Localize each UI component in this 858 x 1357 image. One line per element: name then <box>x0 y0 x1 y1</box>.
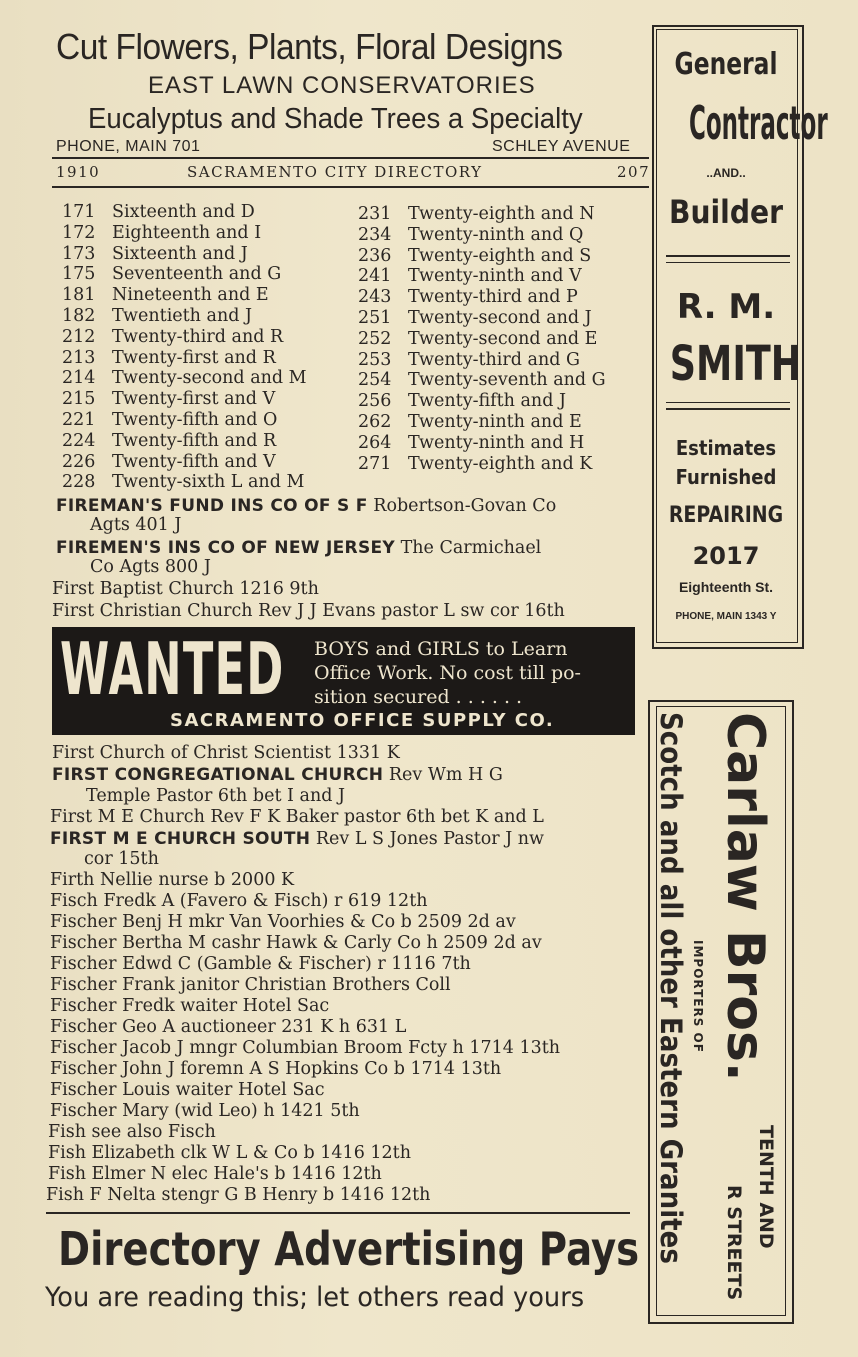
list-item: 172 Eighteenth and I <box>62 222 262 243</box>
divider <box>666 408 790 410</box>
list-item: 256 Twenty-fifth and J <box>358 391 566 412</box>
list-item: 231 Twenty-eighth and N <box>358 204 595 224</box>
list-item: 243 Twenty-third and P <box>358 287 578 308</box>
wanted-ad <box>52 627 635 735</box>
list-item: 252 Twenty-second and E <box>358 328 598 349</box>
directory-entry: Fischer Louis waiter Hotel Sac <box>50 1080 325 1100</box>
ad-bottom-tagline: You are reading this; let others read yours <box>45 1282 585 1313</box>
list-item: 182 Twentieth and J <box>62 305 252 326</box>
contractor-furnished: Furnished <box>675 465 777 489</box>
wanted-body <box>314 637 581 709</box>
list-item: 173 Sixteenth and J <box>62 243 248 264</box>
header-year: 1910 <box>56 163 101 181</box>
ad-top-business: EAST LAWN CONSERVATORIES <box>148 72 536 99</box>
directory-entry: First Baptist Church 1216 9th <box>52 579 319 599</box>
list-item: 221 Twenty-fifth and O <box>62 409 278 430</box>
list-item: 175 Seventeenth and G <box>62 264 282 285</box>
directory-entry: Fischer Jacob J mngr Columbian Broom Fcty h 1714 13th <box>50 1038 561 1058</box>
contractor-estimates: Estimates <box>675 436 777 460</box>
directory-entry: Fischer Bertha M cashr Hawk & Carly Co h 2509 2d av <box>50 933 542 953</box>
carlaw-importers: IMPORTERS OF <box>691 940 705 1053</box>
divider <box>52 157 649 159</box>
contractor-phone: PHONE, MAIN 1343 Y <box>675 611 777 622</box>
directory-entry: FIREMAN'S FUND INS CO OF S F Robertson-Govan Co <box>56 496 557 516</box>
contractor-line4: Builder <box>669 193 783 231</box>
list-item: 228 Twenty-sixth L and M <box>62 472 305 493</box>
directory-entry: First M E Church Rev F K Baker pastor 6th bet K and L <box>50 807 544 827</box>
contractor-line1: General <box>674 47 778 82</box>
list-item: 181 Nineteenth and E <box>62 285 269 306</box>
directory-entry: Fisch Fredk A (Favero & Fisch) r 619 12th <box>50 891 428 911</box>
list-item: 212 Twenty-third and R <box>62 326 284 347</box>
wanted-line: Office Work. No cost till po- <box>314 662 581 684</box>
header-page-number: 207 <box>617 163 651 181</box>
directory-entry-continuation: Agts 401 J <box>90 515 182 535</box>
directory-entry: Fischer Frank janitor Christian Brothers Coll <box>50 975 451 995</box>
box-list-left <box>62 202 307 493</box>
list-item: 253 Twenty-third and G <box>358 349 580 370</box>
wanted-headline: WANTED <box>60 627 285 711</box>
list-item: 262 Twenty-ninth and E <box>358 411 582 432</box>
wanted-line: BOYS and GIRLS to Learn <box>314 638 568 660</box>
list-item: 224 Twenty-fifth and R <box>62 430 277 451</box>
directory-entry: Fish F Nelta stengr G B Henry b 1416 12th <box>46 1185 431 1205</box>
directory-entry: First Christian Church Rev J J Evans pastor L sw cor 16th <box>52 601 565 621</box>
directory-entry: FIRST CONGREGATIONAL CHURCH Rev Wm H G <box>52 765 503 785</box>
wanted-company: SACRAMENTO OFFICE SUPPLY CO. <box>170 710 555 731</box>
directory-entry: Fischer John J foremn A S Hopkins Co b 1714 13th <box>50 1059 502 1079</box>
list-item: 214 Twenty-second and M <box>62 368 307 389</box>
contractor-line2: Contractor <box>689 96 828 150</box>
list-item: 251 Twenty-second and J <box>358 307 592 328</box>
contractor-address-street: Eighteenth St. <box>678 579 774 595</box>
directory-entry: Fischer Geo A auctioneer 231 K h 631 L <box>50 1017 407 1037</box>
list-item: 241 Twenty-ninth and V <box>358 266 582 287</box>
list-item: 271 Twenty-eighth and K <box>358 453 593 474</box>
carlaw-address-line1: TENTH AND <box>755 1125 777 1249</box>
contractor-name-surname: SMITH <box>669 336 802 392</box>
list-item: 226 Twenty-fifth and V <box>62 451 276 472</box>
divider <box>666 255 790 257</box>
carlaw-goods: Scotch and all other Eastern Granites <box>654 712 688 1264</box>
ad-top-phone: PHONE, MAIN 701 <box>56 138 201 155</box>
carlaw-address-line2: R STREETS <box>723 1185 745 1301</box>
directory-entry: Fish Elizabeth clk W L & Co b 1416 12th <box>48 1143 411 1163</box>
directory-entry-continuation: Co Agts 800 J <box>90 557 211 577</box>
directory-entry: Fish Elmer N elec Hale's b 1416 12th <box>48 1164 382 1184</box>
wanted-line: sition secured . . . . . . <box>314 686 523 708</box>
divider <box>46 1212 630 1214</box>
list-item: 213 Twenty-first and R <box>62 347 276 368</box>
header-title: SACRAMENTO CITY DIRECTORY <box>187 163 483 181</box>
directory-entry-continuation: Temple Pastor 6th bet I and J <box>86 786 345 806</box>
contractor-name-initials: R. M. <box>676 287 776 327</box>
directory-entry: Fischer Edwd C (Gamble & Fischer) r 1116 7th <box>50 954 471 974</box>
divider <box>52 186 649 188</box>
list-item: 236 Twenty-eighth and S <box>358 245 592 266</box>
directory-entry: Fischer Fredk waiter Hotel Sac <box>50 996 330 1016</box>
list-item: 171 Sixteenth and D <box>62 202 255 222</box>
contractor-line3: ..AND.. <box>706 166 746 180</box>
ad-bottom-headline: Directory Advertising Pays <box>58 1222 640 1276</box>
list-item: 264 Twenty-ninth and H <box>358 432 585 453</box>
divider <box>666 402 790 403</box>
divider <box>666 262 790 263</box>
directory-entry: First Church of Christ Scientist 1331 K <box>52 743 400 763</box>
directory-entry: FIREMEN'S INS CO OF NEW JERSEY The Carmichael <box>56 538 542 558</box>
ad-top-address: SCHLEY AVENUE <box>492 138 631 155</box>
carlaw-name: Carlaw Bros. <box>715 712 775 1082</box>
directory-entry: Fischer Mary (wid Leo) h 1421 5th <box>50 1101 360 1121</box>
box-list-right <box>358 204 606 474</box>
list-item: 215 Twenty-first and V <box>62 389 276 410</box>
directory-entry-continuation: cor 15th <box>84 849 159 869</box>
ad-top-headline: Cut Flowers, Plants, Floral Designs <box>56 26 563 67</box>
directory-entry: Firth Nellie nurse b 2000 K <box>50 870 295 890</box>
directory-entry: Fischer Benj H mkr Van Voorhies & Co b 2509 2d av <box>50 912 516 932</box>
directory-entry: Fish see also Fisch <box>48 1122 216 1142</box>
contractor-address-number: 2017 <box>692 542 760 570</box>
list-item: 234 Twenty-ninth and Q <box>358 224 584 245</box>
ad-top-specialty: Eucalyptus and Shade Trees a Specialty <box>88 103 583 135</box>
list-item: 254 Twenty-seventh and G <box>358 370 606 391</box>
directory-entry: FIRST M E CHURCH SOUTH Rev L S Jones Pastor J nw <box>50 829 545 849</box>
contractor-repairing: REPAIRING <box>668 503 784 528</box>
